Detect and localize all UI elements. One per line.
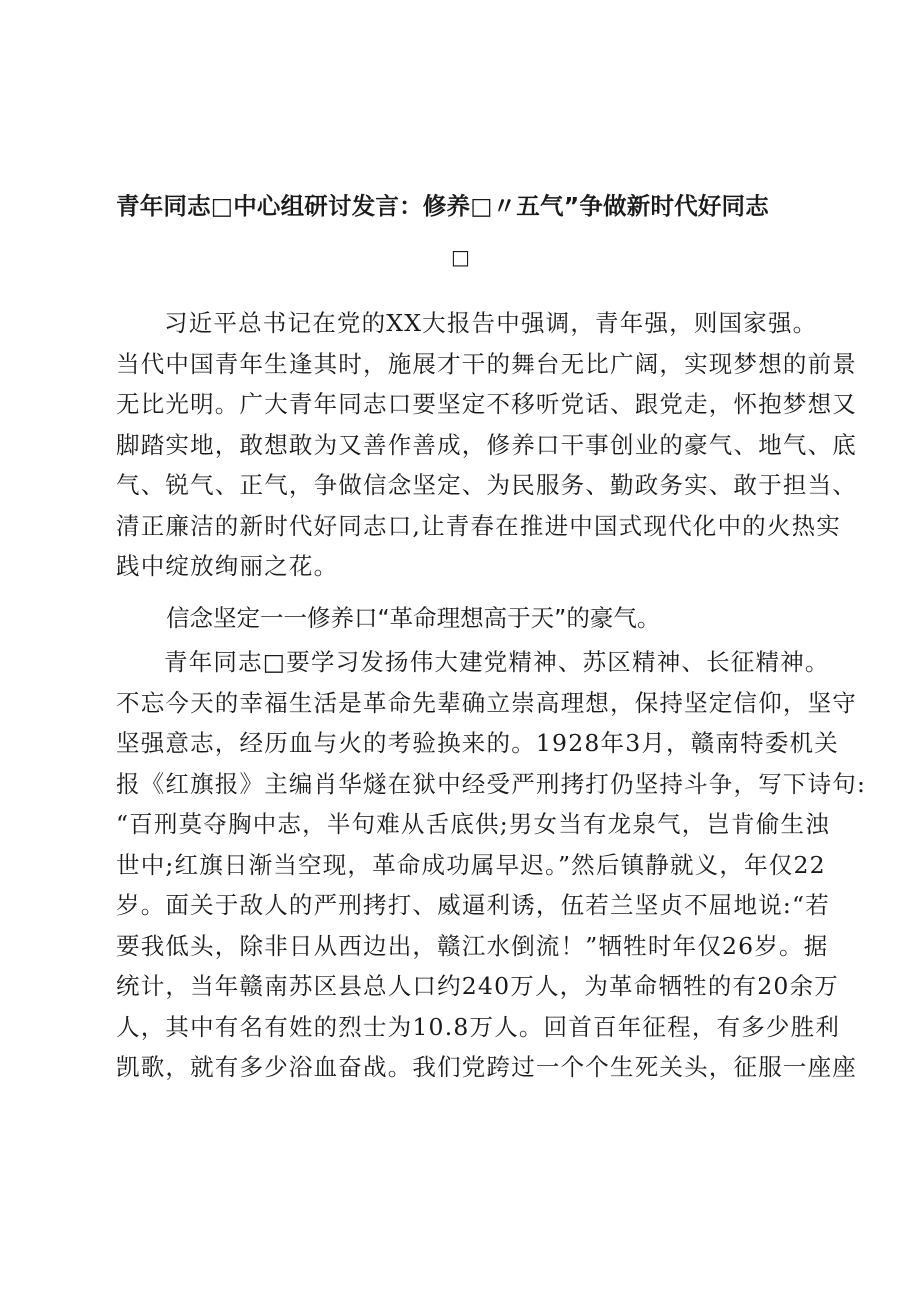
paragraph-line: 践中绽放绚丽之花。 [116, 552, 339, 580]
document-title: 青年同志□中心组研讨发言：修养□〃五气”争做新时代好同志 [116, 192, 769, 220]
paragraph-line: 坚强意志，经历血与火的考验换来的。1928年3月，赣南特委机关 [116, 729, 839, 757]
paragraph-intro [116, 303, 857, 587]
paragraph-line: 脚踏实地，敢想敢为又善作善成，修养口干事创业的豪气、地气、底 [116, 430, 857, 459]
paragraph-line: 报《红旗报》主编肖华燧在狱中经受严刑拷打仍坚持斗争，写下诗句: [116, 769, 867, 798]
paragraph-line: 青年同志□要学习发扬伟大建党精神、苏区精神、长征精神。 [164, 648, 830, 676]
paragraph-line: 清正廉洁的新时代好同志口,让青春在推进中国式现代化中的火热实 [116, 511, 841, 540]
title-continuation: □ [451, 245, 470, 269]
paragraph-line: 要我低头，除非日从西边出，赣江水倒流！”牺牲时年仅26岁。据 [116, 931, 829, 960]
paragraph-line: 凯歌，就有多少浴血奋战。我们党跨过一个个生死关头，征服一座座 [116, 1053, 857, 1081]
section-heading: 信念坚定一一修养口“革命理想高于天”的豪气。 [166, 604, 661, 632]
paragraph-section1 [116, 642, 867, 1088]
paragraph-line: 世中;红旗日渐当空现，革命成功属早迟。”然后镇静就义，年仅22 [116, 850, 826, 879]
paragraph-line: 岁。面关于敌人的严刑拷打、威逼利诱，伍若兰坚贞不屈地说:“若 [116, 891, 830, 919]
paragraph-line: 无比光明。广大青年同志口要坚定不移听党话、跟党走，怀抱梦想又 [116, 390, 857, 418]
paragraph-line: 当代中国青年生逢其时，施展才干的舞台无比广阔，实现梦想的前景 [116, 349, 857, 378]
paragraph-line: 统计，当年赣南苏区县总人口约240万人，为革命牺牲的有20余万 [116, 972, 839, 1000]
paragraph-line: 习近平总书记在党的XX大报告中强调，青年强，则国家强。 [164, 309, 818, 337]
paragraph-line: 气、锐气、正气，争做信念坚定、为民服务、勤政务实、敢于担当、 [116, 471, 857, 499]
paragraph-line: 不忘今天的幸福生活是革命先辈确立崇高理想，保持坚定信仰，坚守 [116, 688, 857, 717]
paragraph-line: “百刑莫夺胸中志，半句难从舌底供;男女当有龙泉气，岂肯偷生浊 [116, 810, 830, 838]
paragraph-line: 人，其中有名有姓的烈士为10.8万人。回首百年征程，有多少胜利 [116, 1012, 841, 1041]
